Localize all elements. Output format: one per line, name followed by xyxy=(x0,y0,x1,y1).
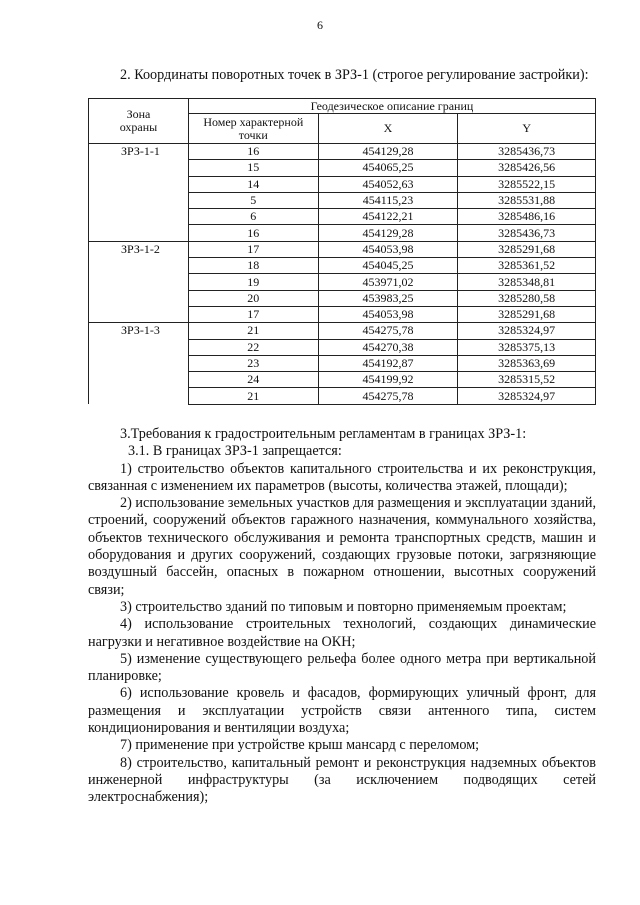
table-row xyxy=(89,306,596,322)
y-cell: 3285361,52 xyxy=(458,258,596,274)
x-cell: 454275,78 xyxy=(318,323,458,339)
x-cell: 454115,23 xyxy=(318,192,458,208)
table-row xyxy=(89,225,596,241)
y-cell: 3285426,56 xyxy=(458,160,596,176)
point-number-cell: 24 xyxy=(188,372,318,388)
coordinates-table xyxy=(88,98,596,405)
section-2-heading: 2. Координаты поворотных точек в ЗРЗ-1 (строгое регулирование застройки): xyxy=(120,67,589,83)
zone-cell-empty xyxy=(89,160,189,176)
prohibition-list xyxy=(88,461,596,807)
prohibition-item: 8) строительство, капитальный ремонт и реконструкция надземных объектов инженерной инфраструктуры (за исключением подводящих сетей электроснабжения); xyxy=(88,754,596,806)
zone-cell-empty xyxy=(89,339,189,355)
section-3-1-heading: 3.1. В границах ЗРЗ-1 запрещается: xyxy=(128,443,342,460)
x-cell: 453983,25 xyxy=(318,290,458,306)
table-row xyxy=(89,160,596,176)
point-number-cell: 14 xyxy=(188,176,318,192)
table-row xyxy=(89,290,596,306)
x-cell: 454053,98 xyxy=(318,241,458,257)
page-number: 6 xyxy=(317,18,323,32)
point-number-cell: 19 xyxy=(188,274,318,290)
zone-cell-empty xyxy=(89,209,189,225)
y-cell: 3285315,52 xyxy=(458,372,596,388)
zone-cell-empty xyxy=(89,355,189,371)
point-number-cell: 17 xyxy=(188,241,318,257)
point-number-cell: 18 xyxy=(188,258,318,274)
x-cell: 454122,21 xyxy=(318,209,458,225)
prohibition-item: 3) строительство зданий по типовым и повторно применяемым проектам; xyxy=(120,598,567,615)
x-cell: 454053,98 xyxy=(318,306,458,322)
point-number-cell: 21 xyxy=(188,388,318,404)
zone-cell: ЗРЗ-1-2 xyxy=(89,241,189,257)
y-cell: 3285486,16 xyxy=(458,209,596,225)
table-row xyxy=(89,144,596,160)
y-cell: 3285324,97 xyxy=(458,323,596,339)
zone-cell-empty xyxy=(89,306,189,322)
x-cell: 454065,25 xyxy=(318,160,458,176)
y-cell: 3285375,13 xyxy=(458,339,596,355)
zone-cell-empty xyxy=(89,192,189,208)
point-number-cell: 17 xyxy=(188,306,318,322)
zone-cell: ЗРЗ-1-3 xyxy=(89,323,189,339)
zone-cell-empty xyxy=(89,274,189,290)
prohibition-item: 1) строительство объектов капитального строительства и их реконструкция, связанная с изменением их параметров (высоты, количества этажей, площади); xyxy=(88,460,596,494)
zone-cell-empty xyxy=(89,176,189,192)
prohibition-item: 4) использование строительных технологий, создающих динамические нагрузки и негативное воздействие на ОКН; xyxy=(88,616,596,650)
y-cell: 3285363,69 xyxy=(458,355,596,371)
table-row xyxy=(89,258,596,274)
y-cell: 3285280,58 xyxy=(458,290,596,306)
zone-cell-empty xyxy=(89,388,189,404)
point-number-cell: 23 xyxy=(188,355,318,371)
table-row xyxy=(89,323,596,339)
y-header: Y xyxy=(458,114,596,144)
table-row xyxy=(89,209,596,225)
x-cell: 454192,87 xyxy=(318,355,458,371)
table-row xyxy=(89,241,596,257)
point-number-cell: 16 xyxy=(188,144,318,160)
x-cell: 454199,92 xyxy=(318,372,458,388)
x-cell: 454129,28 xyxy=(318,144,458,160)
x-cell: 454275,78 xyxy=(318,388,458,404)
y-cell: 3285436,73 xyxy=(458,225,596,241)
table-row xyxy=(89,274,596,290)
x-cell: 453971,02 xyxy=(318,274,458,290)
x-cell: 454052,63 xyxy=(318,176,458,192)
x-cell: 454129,28 xyxy=(318,225,458,241)
point-number-cell: 16 xyxy=(188,225,318,241)
section-3-heading: 3.Требования к градостроительным регламентам в границах ЗРЗ-1: xyxy=(120,426,527,442)
x-cell: 454270,38 xyxy=(318,339,458,355)
x-cell: 454045,25 xyxy=(318,258,458,274)
point-number-cell: 20 xyxy=(188,290,318,306)
prohibition-item: 5) изменение существующего рельефа более одного метра при вертикальной планировке; xyxy=(88,650,596,685)
y-cell: 3285348,81 xyxy=(458,274,596,290)
y-cell: 3285291,68 xyxy=(458,306,596,322)
zone-header: Зона охраны xyxy=(89,99,189,144)
y-cell: 3285531,88 xyxy=(458,192,596,208)
y-cell: 3285291,68 xyxy=(458,241,596,257)
prohibition-item: 6) использование кровель и фасадов, формирующих уличный фронт, для размещения и эксплуатации устройств связи антенного типа, систем кондиционирования и вентиляции воздуха; xyxy=(88,685,596,737)
zone-cell-empty xyxy=(89,290,189,306)
zone-cell-empty xyxy=(89,372,189,388)
table-row xyxy=(89,372,596,388)
point-number-cell: 15 xyxy=(188,160,318,176)
y-cell: 3285436,73 xyxy=(458,144,596,160)
zone-cell-empty xyxy=(89,225,189,241)
coordinates-table-body xyxy=(89,144,596,405)
point-number-cell: 21 xyxy=(188,323,318,339)
prohibition-item: 2) использование земельных участков для размещения и эксплуатации зданий, строений, сооружений объектов гаражного назначения, коммунального хозяйства, объектов технического обслуживания и ремонта транспортных средств, машин и оборудования и других сооружений, создающих грузовые потоки, загрязняющие воздушный бассейн, опасных в пожарном отношении, высотных сооружений связи; xyxy=(88,495,596,598)
geodesic-header: Геодезическое описание границ xyxy=(188,99,595,114)
y-cell: 3285324,97 xyxy=(458,388,596,404)
x-header: X xyxy=(318,114,458,144)
table-row xyxy=(89,339,596,355)
point-number-header: Номер характерной точки xyxy=(188,114,318,144)
table-row xyxy=(89,192,596,208)
point-number-cell: 5 xyxy=(188,192,318,208)
zone-cell: ЗРЗ-1-1 xyxy=(89,144,189,160)
table-row xyxy=(89,388,596,404)
zone-cell-empty xyxy=(89,258,189,274)
table-row xyxy=(89,355,596,371)
table-row xyxy=(89,176,596,192)
section-3 xyxy=(88,426,596,807)
prohibition-item: 7) применение при устройстве крыш мансард с переломом; xyxy=(120,737,480,754)
point-number-cell: 6 xyxy=(188,209,318,225)
y-cell: 3285522,15 xyxy=(458,176,596,192)
point-number-cell: 22 xyxy=(188,339,318,355)
